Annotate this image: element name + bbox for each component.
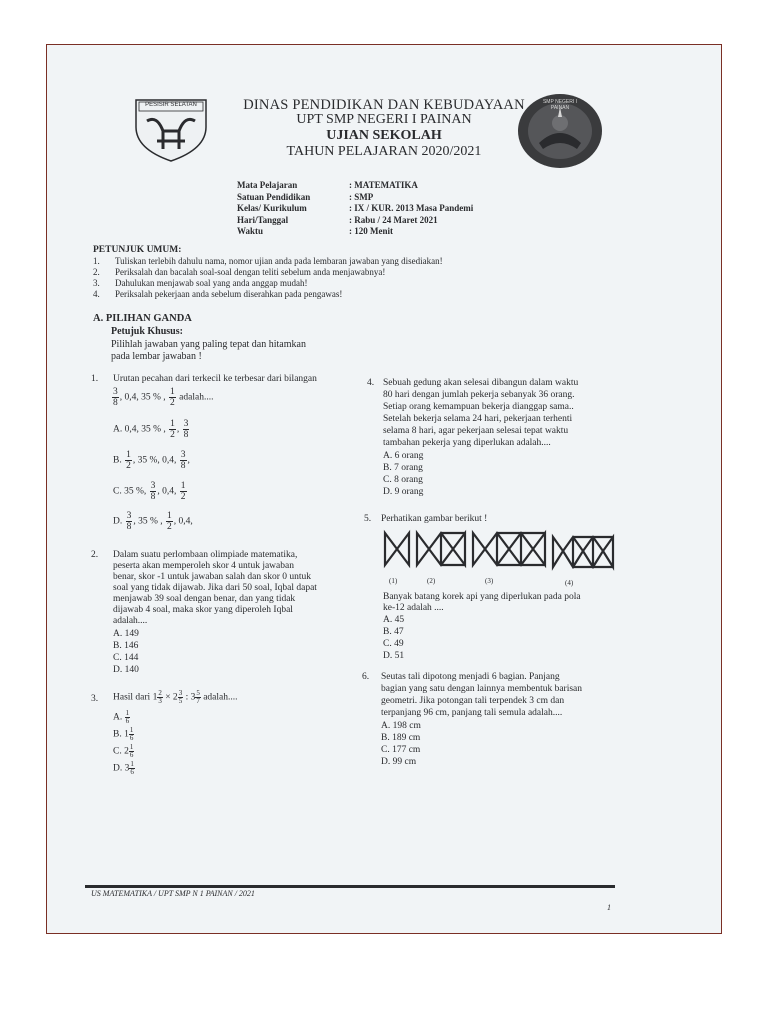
q2-line: adalah.... bbox=[113, 616, 148, 626]
q6-line: terpanjang 96 cm, panjang tali semula adalah.... bbox=[381, 708, 563, 718]
q4-line: Setiap orang kemampuan bekerja dianggap sama.. bbox=[383, 402, 574, 412]
q2-option-c[interactable]: C. 144 bbox=[113, 653, 139, 663]
q3-stem: Hasil dari 1 $\frac{2}{3}$ × 2 $\frac{3}{5}$ : 3 $\frac{5}{7}$ adalah.... bbox=[113, 689, 238, 705]
footer-text: US MATEMATIKA / UPT SMP N 1 PAINAN / 2021 bbox=[91, 889, 255, 898]
q3-number: 3. bbox=[91, 694, 99, 704]
q5-number: 5. bbox=[364, 514, 372, 524]
petunjuk-item: 3. Dahulukan menjawab soal yang anda anggap mudah! bbox=[93, 278, 308, 288]
q4-option-a[interactable]: A. 6 orang bbox=[383, 451, 424, 461]
section-a-title: A. PILIHAN GANDA bbox=[93, 313, 192, 324]
footer-rule bbox=[85, 885, 615, 888]
q3-option-a[interactable]: A. $\frac{1}{6}$ bbox=[113, 709, 130, 725]
header-line-2: UPT SMP NEGERI I PAINAN bbox=[296, 112, 472, 127]
q5-label-4: (4) bbox=[565, 579, 574, 587]
right-logo-text: SMP NEGERI I PAINAN bbox=[542, 99, 578, 111]
q6-option-d[interactable]: D. 99 cm bbox=[381, 757, 417, 767]
q5-label-2: (2) bbox=[427, 577, 436, 585]
q4-line: 80 hari dengan jumlah pekerja sebanyak 36 orang. bbox=[383, 390, 575, 400]
petunjuk-item: 4. Periksalah pekerjaan anda sebelum diserahkan pada pengawas! bbox=[93, 289, 343, 299]
petunjuk-item: 1. Tuliskan terlebih dahulu nama, nomor ujian anda pada lembaran jawaban yang disediakan! bbox=[93, 256, 443, 266]
section-a-instr-2: pada lembar jawaban ! bbox=[111, 351, 202, 362]
q5-label-1: (1) bbox=[389, 577, 398, 585]
q2-line: soal yang tidak dijawab. Jika dari 50 soal, Iqbal dapat bbox=[113, 583, 317, 593]
header-line-1: DINAS PENDIDIKAN DAN KEBUDAYAAN bbox=[243, 97, 525, 113]
q5-option-d[interactable]: D. 51 bbox=[383, 651, 405, 661]
petunjuk-item: 2. Periksalah dan bacalah soal-soal dengan teliti sebelum anda menjawabnya! bbox=[93, 267, 386, 277]
q4-line: tambahan pekerja yang diperlukan adalah.... bbox=[383, 438, 551, 448]
page-number: 1 bbox=[607, 903, 611, 912]
exam-paper: PESISIR SELATAN SMP NEGERI I PAINAN DINAS PENDIDIKAN DAN KEBUDAYAAN UPT SMP NEGERI I PAINAN UJIAN SEKOLAH TAHUN PELAJARAN 2020/2021 Mata Pelajaran : MATEMATIKA Satuan Pendidikan : SMP Kelas/ Kurikulum : IX / KUR. 2013 Masa Pandemi Hari/Tanggal : Rabu / 24 Maret 2021 Waktu : 120 Menit PETUNJUK UMUM: 1. Tuliskan terlebih dahulu nama, nomor ujian anda pada lembaran jawaban yang disediakan! 2. Periksalah dan bacalah soal-soal dengan teliti sebelum anda menjawabnya! 3. Dahulukan menjawab soal yang anda anggap mudah! 4. Periksalah pekerjaan anda sebelum diserahkan pada pengawas! A. PILIHAN GANDA Petujuk Khusus: Pilihlah jawaban yang paling tepat dan hitamkan pada lembar jawaban ! 1. Urutan pecahan dari terkecil ke terbesar dari bilangan $\frac{3}{8}$ , 0,4, 35 % , $\frac{1}{2}$ adalah.... A. 0,4, 35 % , $\frac{1}{2}$ , $\frac{3}{8}$ B. $\frac{1}{2}$ , 35 %, 0,4, $\frac{3}{8}$ , C. 35 %, $\frac{3}{8}$ , 0,4, $\frac{1}{2}$ D. $\frac{3}{8}$ , 35 % , $\frac{1}{2}$ , 0,4, 2. Dalam suatu perlombaan olimpiade matematika, peserta akan memperoleh skor 4 untuk jawaban benar, skor -1 untuk jawaban salah dan skor 0 untuk soal yang tidak dijawab. Jika dari 50 soal, Iqbal dapat menjawab 39 soal dengan benar, dan yang tidak dijawab 4 soal, maka skor yang diperoleh Iqbal adalah.... A. 149 B. 146 C. 144 D. 140 3. Hasil dari 1 $\frac{2}{3}$ × 2 $\frac{3}{5}$ : 3 $\frac{5}{7}$ adalah.... A. $\frac{1}{6}$ B. 1 $\frac{1}{6}$ C. 2 $\frac{1}{6}$ D. 3 $\frac{1}{6}$ 4. Sebuah gedung akan selesai dibangun dalam waktu 80 hari dengan jumlah pekerja sebanyak 36 orang. Setiap orang kemampuan bekerja dianggap sama.. Setelah bekerja selama 24 hari, pekerjaan terhenti selama 8 hari, agar pekerjaan selesai tepat waktu tambahan pekerja yang diperlukan adalah.... A. 6 orang B. 7 orang C. 8 orang D. 9 orang 5. Perhatikan gambar berikut ! (1) (2) (3) (4) Banyak batang korek api yang diperlukan pada pola ke-12 adalah .... A. 45 B. 47 C. 49 D. 51 6. Seutas tali dipotong menjadi 6 bagian. Panjang bagian yang satu dengan lainnya membentuk barisan geometri. Jika potongan tali terpendek 3 cm dan terpanjang 96 cm, panjang tali semula adalah.... A. 198 cm B. 189 cm C. 177 cm D. 99 cm US MATEMATIKA / UPT SMP N 1 PAINAN / 2021 1 bbox=[47, 45, 721, 933]
q6-number: 6. bbox=[362, 672, 370, 682]
q5-option-b[interactable]: B. 47 bbox=[383, 627, 404, 637]
header-line-3: UJIAN SEKOLAH bbox=[326, 128, 442, 143]
q6-line: Seutas tali dipotong menjadi 6 bagian. Panjang bbox=[381, 672, 560, 682]
q4-line: selama 8 hari, agar pekerjaan selesai tepat waktu bbox=[383, 426, 569, 436]
q1-option-a[interactable]: A. 0,4, 35 % , $\frac{1}{2}$ , $\frac{3}{8}$ bbox=[113, 419, 189, 440]
q4-option-b[interactable]: B. 7 orang bbox=[383, 463, 423, 473]
q1-stem-fractions: $\frac{3}{8}$ , 0,4, 35 % , $\frac{1}{2}$ adalah.... bbox=[113, 387, 214, 408]
q6-option-c[interactable]: C. 177 cm bbox=[381, 745, 421, 755]
q6-option-a[interactable]: A. 198 cm bbox=[381, 721, 421, 731]
q2-line: dijawab 4 soal, maka skor yang diperoleh Iqbal bbox=[113, 605, 293, 615]
q4-line: Setelah bekerja selama 24 hari, pekerjaan terhenti bbox=[383, 414, 573, 424]
left-logo-text: PESISIR SELATAN bbox=[145, 102, 197, 108]
q2-line: benar, skor -1 untuk jawaban salah dan skor 0 untuk bbox=[113, 572, 312, 582]
q4-option-d[interactable]: D. 9 orang bbox=[383, 487, 424, 497]
section-a-instr-1: Pilihlah jawaban yang paling tepat dan hitamkan bbox=[111, 339, 306, 350]
section-a-sub: Petujuk Khusus: bbox=[111, 326, 183, 337]
q4-line: Sebuah gedung akan selesai dibangun dalam waktu bbox=[383, 378, 579, 388]
q6-line: geometri. Jika potongan tali terpendek 3 cm dan bbox=[381, 696, 565, 706]
q1-option-d[interactable]: D. $\frac{3}{8}$ , 35 % , $\frac{1}{2}$ , 0,4, bbox=[113, 511, 193, 532]
q3-option-c[interactable]: C. 2 $\frac{1}{6}$ bbox=[113, 743, 134, 759]
q2-option-b[interactable]: B. 146 bbox=[113, 641, 139, 651]
q5-option-a[interactable]: A. 45 bbox=[383, 615, 405, 625]
header-line-4: TAHUN PELAJARAN 2020/2021 bbox=[286, 144, 482, 159]
q2-option-a[interactable]: A. 149 bbox=[113, 629, 139, 639]
q1-option-b[interactable]: B. $\frac{1}{2}$ , 35 %, 0,4, $\frac{3}{8}$ , bbox=[113, 450, 190, 471]
q3-option-d[interactable]: D. 3 $\frac{1}{6}$ bbox=[113, 760, 134, 776]
q1-stem: Urutan pecahan dari terkecil ke terbesar dari bilangan bbox=[113, 374, 317, 384]
petunjuk-umum-title: PETUNJUK UMUM: bbox=[93, 245, 182, 255]
q5-line: ke-12 adalah .... bbox=[383, 603, 444, 613]
q2-line: Dalam suatu perlombaan olimpiade matematika, bbox=[113, 550, 298, 560]
q6-option-b[interactable]: B. 189 cm bbox=[381, 733, 421, 743]
q4-option-c[interactable]: C. 8 orang bbox=[383, 475, 423, 485]
q4-number: 4. bbox=[367, 378, 375, 388]
q6-line: bagian yang satu dengan lainnya membentuk barisan bbox=[381, 684, 583, 694]
q2-number: 2. bbox=[91, 550, 99, 560]
q5-stem: Perhatikan gambar berikut ! bbox=[381, 514, 488, 524]
q2-option-d[interactable]: D. 140 bbox=[113, 665, 139, 675]
q2-line: menjawab 39 soal dengan benar, dan yang tidak bbox=[113, 594, 296, 604]
q3-option-b[interactable]: B. 1 $\frac{1}{6}$ bbox=[113, 726, 134, 742]
matchstick-pattern-figure bbox=[381, 529, 621, 579]
q5-label-3: (3) bbox=[485, 577, 494, 585]
q5-option-c[interactable]: C. 49 bbox=[383, 639, 404, 649]
q1-option-c[interactable]: C. 35 %, $\frac{3}{8}$ , 0,4, $\frac{1}{2}$ bbox=[113, 481, 186, 502]
q5-line: Banyak batang korek api yang diperlukan pada pola bbox=[383, 592, 581, 602]
q2-line: peserta akan memperoleh skor 4 untuk jawaban bbox=[113, 561, 294, 571]
q1-number: 1. bbox=[91, 374, 99, 384]
